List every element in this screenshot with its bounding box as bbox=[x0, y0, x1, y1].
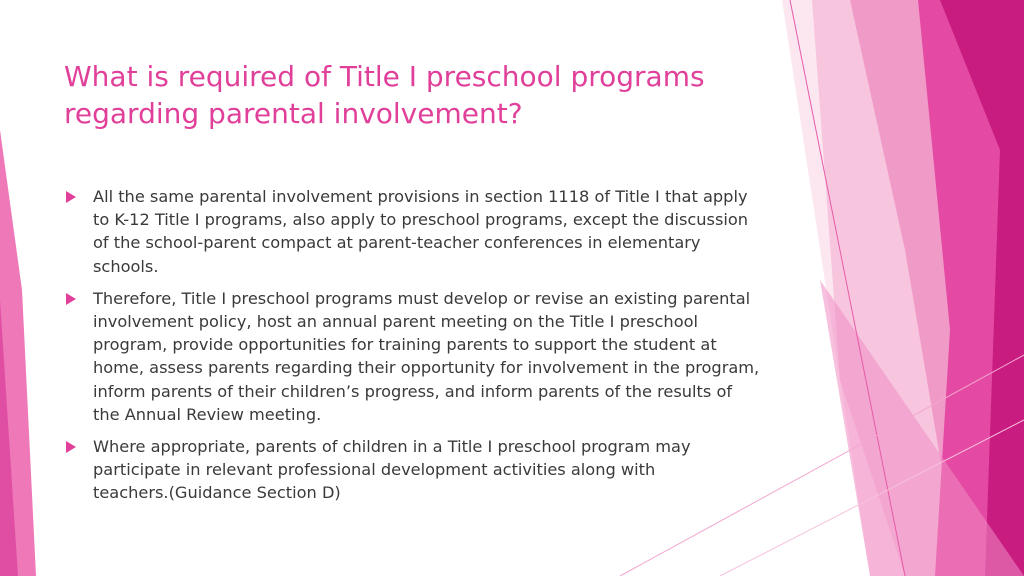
bullet-2-line-2: involvement policy, host an annual parent meeting on the Title I preschool bbox=[93, 312, 698, 332]
triangle-right-icon bbox=[66, 293, 76, 305]
slide-title bbox=[64, 58, 794, 132]
triangle-right-icon bbox=[66, 191, 76, 203]
bullet-1-line-2: to K-12 Title I programs, also apply to preschool programs, except the discussion bbox=[93, 210, 749, 230]
slide-title-line-2: regarding parental involvement? bbox=[64, 97, 523, 130]
slide-title-line-1: What is required of Title I preschool programs bbox=[64, 60, 705, 93]
bullet-item-3 bbox=[64, 435, 804, 505]
triangle-right-icon bbox=[66, 441, 76, 453]
bullet-list bbox=[64, 185, 804, 514]
bullet-3-line-3: teachers.(Guidance Section D) bbox=[93, 483, 341, 503]
bullet-item-1 bbox=[64, 185, 804, 278]
bullet-2-line-6: the Annual Review meeting. bbox=[93, 404, 322, 424]
bullet-2-line-5: inform parents of their children’s progress, and inform parents of the results of bbox=[93, 381, 733, 401]
bullet-2-line-3: program, provide opportunities for training parents to support the student at bbox=[93, 335, 717, 355]
bullet-1-line-3: of the school-parent compact at parent-teacher conferences in elementary bbox=[93, 233, 701, 253]
bullet-3-line-2: participate in relevant professional development activities along with bbox=[93, 460, 656, 480]
bullet-2-line-4: home, assess parents regarding their opportunity for involvement in the program, bbox=[93, 358, 760, 378]
bullet-1-line-1: All the same parental involvement provisions in section 1118 of Title I that apply bbox=[93, 187, 748, 206]
bullet-item-2 bbox=[64, 287, 804, 426]
bullet-2-line-1: Therefore, Title I preschool programs must develop or revise an existing parental bbox=[93, 288, 751, 308]
bullet-1-line-4: schools. bbox=[93, 256, 159, 276]
bullet-3-line-1: Where appropriate, parents of children in a Title I preschool program may bbox=[93, 437, 691, 457]
